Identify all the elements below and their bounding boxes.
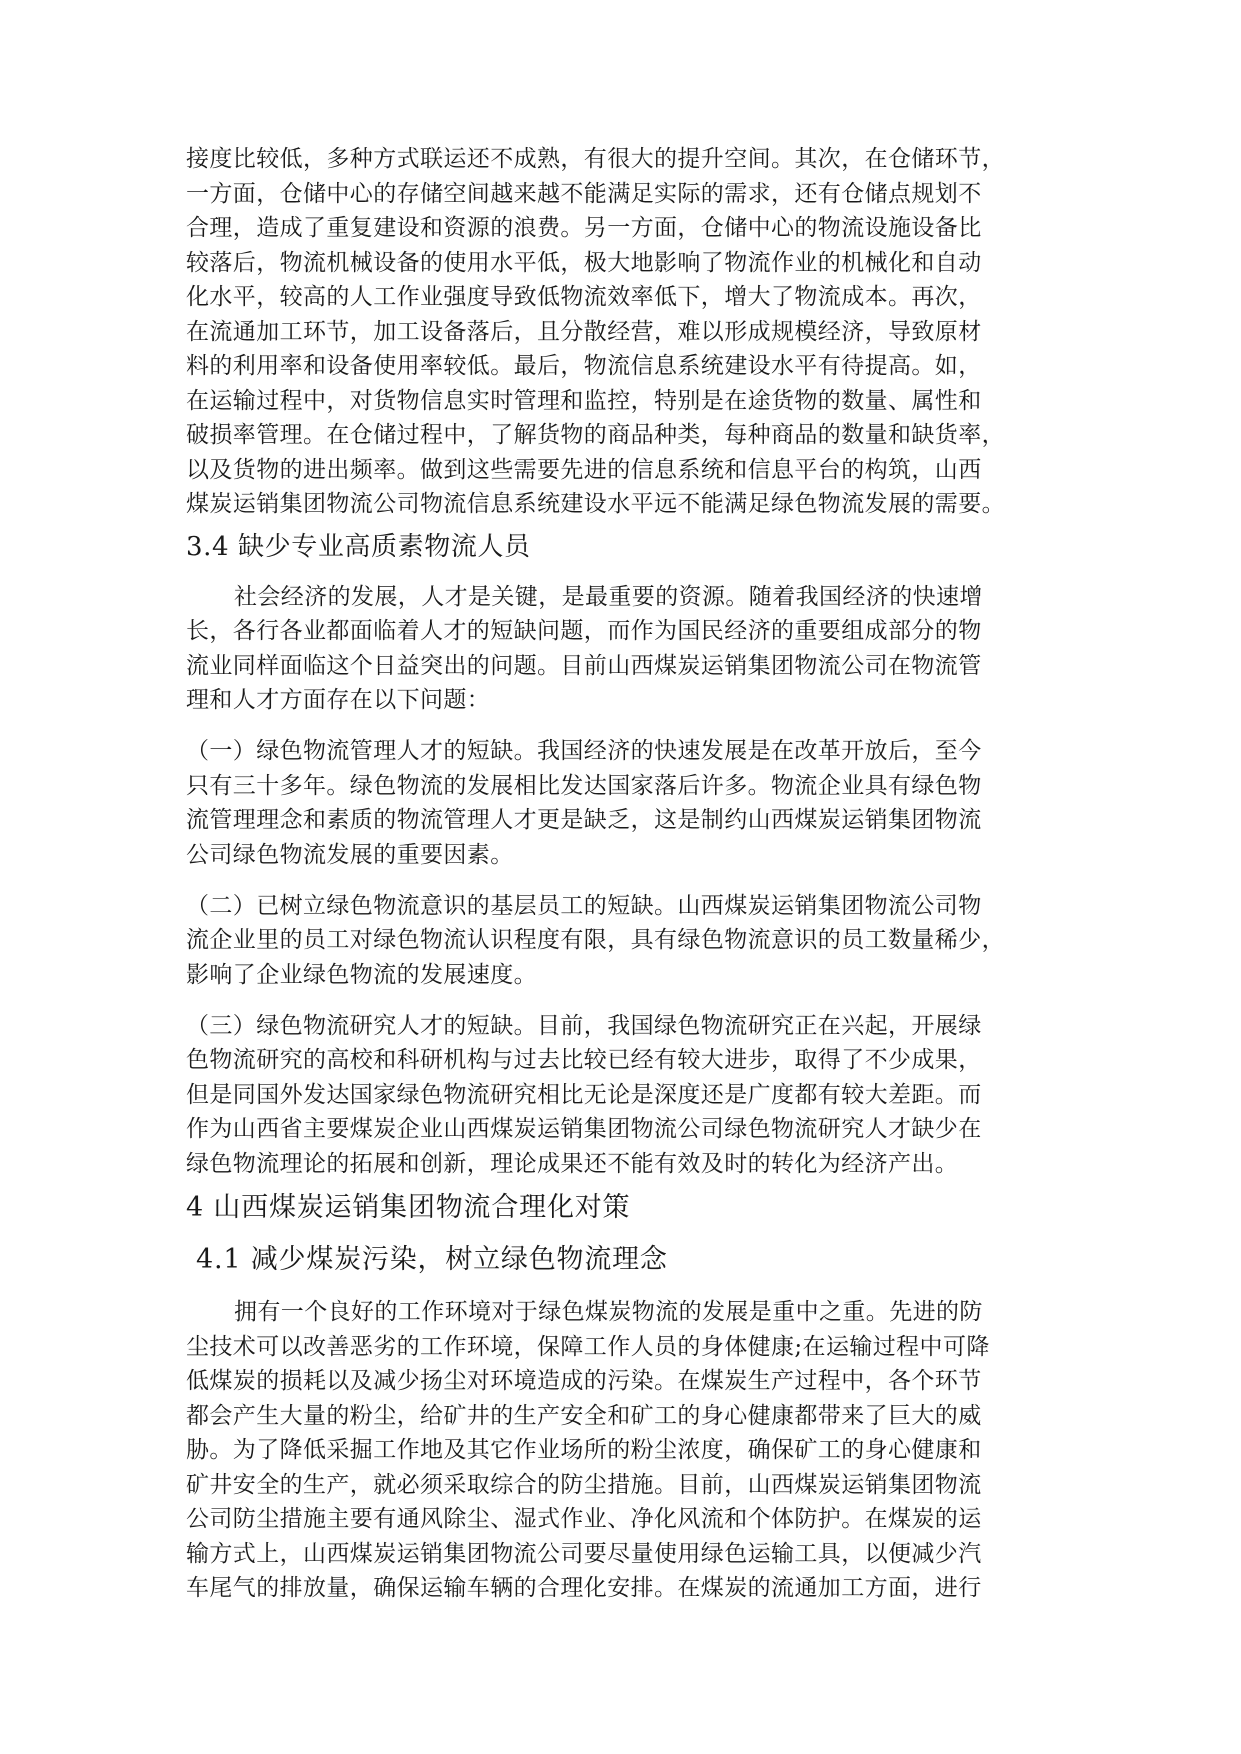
text-line: 社会经济的发展，人才是关键，是最重要的资源。随着我国经济的快速增: [234, 584, 983, 610]
text-line: 长，各行各业都面临着人才的短缺问题，而作为国民经济的重要组成部分的物: [186, 618, 982, 644]
text-line: 理和人才方面存在以下问题：: [186, 687, 491, 713]
section-heading-3-4: 3.4 缺少专业高质素物流人员: [186, 532, 531, 562]
text-line: 在运输过程中，对货物信息实时管理和监控，特别是在途货物的数量、属性和: [186, 388, 982, 414]
text-line: 矿井安全的生产，就必须采取综合的防尘措施。目前，山西煤炭运销集团物流: [186, 1472, 982, 1498]
text-line: 胁。为了降低采掘工作地及其它作业场所的粉尘浓度，确保矿工的身心健康和: [186, 1437, 982, 1463]
text-line: 公司防尘措施主要有通风除尘、湿式作业、净化风流和个体防护。在煤炭的运: [186, 1506, 982, 1532]
text-line: 都会产生大量的粉尘，给矿井的生产安全和矿工的身心健康都带来了巨大的威: [186, 1403, 982, 1429]
text-line: 接度比较低，多种方式联运还不成熟，有很大的提升空间。其次，在仓储环节，: [186, 146, 1005, 172]
text-line: 化水平，较高的人工作业强度导致低物流效率低下，增大了物流成本。再次，: [186, 284, 982, 310]
text-line: 较落后，物流机械设备的使用水平低，极大地影响了物流作业的机械化和自动: [186, 250, 982, 276]
text-line: 绿色物流理论的拓展和创新，理论成果还不能有效及时的转化为经济产出。: [186, 1151, 959, 1177]
text-line: 流业同样面临这个日益突出的问题。目前山西煤炭运销集团物流公司在物流管: [186, 653, 982, 679]
text-line: 拥有一个良好的工作环境对于绿色煤炭物流的发展是重中之重。先进的防: [234, 1299, 983, 1325]
text-line: （二）已树立绿色物流意识的基层员工的短缺。山西煤炭运销集团物流公司物: [186, 893, 982, 919]
chapter-heading-4: 4 山西煤炭运销集团物流合理化对策: [186, 1192, 631, 1223]
section-heading-4-1: 4.1 减少煤炭污染，树立绿色物流理念: [196, 1244, 668, 1275]
text-line: 流企业里的员工对绿色物流认识程度有限，具有绿色物流意识的员工数量稀少，: [186, 927, 1005, 953]
text-line: 低煤炭的损耗以及减少扬尘对环境造成的污染。在煤炭生产过程中，各个环节: [186, 1368, 982, 1394]
text-line: 车尾气的排放量，确保运输车辆的合理化安排。在煤炭的流通加工方面，进行: [186, 1575, 982, 1601]
text-line: 只有三十多年。绿色物流的发展相比发达国家落后许多。物流企业具有绿色物: [186, 773, 982, 799]
text-line: 作为山西省主要煤炭企业山西煤炭运销集团物流公司绿色物流研究人才缺少在: [186, 1116, 982, 1142]
text-line: 尘技术可以改善恶劣的工作环境，保障工作人员的身体健康;在运输过程中可降: [186, 1334, 990, 1360]
text-line: 在流通加工环节，加工设备落后，且分散经营，难以形成规模经济，导致原材: [186, 319, 982, 345]
text-line: 煤炭运销集团物流公司物流信息系统建设水平远不能满足绿色物流发展的需要。: [186, 491, 1005, 517]
text-line: 破损率管理。在仓储过程中，了解货物的商品种类，每种商品的数量和缺货率，: [186, 422, 1005, 448]
text-line: 一方面，仓储中心的存储空间越来越不能满足实际的需求，还有仓储点规划不: [186, 181, 982, 207]
text-line: 料的利用率和设备使用率较低。最后，物流信息系统建设水平有待提高。如，: [186, 353, 982, 379]
text-line: （一）绿色物流管理人才的短缺。我国经济的快速发展是在改革开放后，至今: [186, 738, 982, 764]
text-line: 但是同国外发达国家绿色物流研究相比无论是深度还是广度都有较大差距。而: [186, 1082, 982, 1108]
text-line: 输方式上，山西煤炭运销集团物流公司要尽量使用绿色运输工具，以便减少汽: [186, 1541, 982, 1567]
text-line: 公司绿色物流发展的重要因素。: [186, 842, 514, 868]
text-line: 影响了企业绿色物流的发展速度。: [186, 962, 537, 988]
text-line: 以及货物的进出频率。做到这些需要先进的信息系统和信息平台的构筑，山西: [186, 457, 982, 483]
text-line: （三）绿色物流研究人才的短缺。目前，我国绿色物流研究正在兴起，开展绿: [186, 1013, 982, 1039]
text-line: 流管理理念和素质的物流管理人才更是缺乏，这是制约山西煤炭运销集团物流: [186, 807, 982, 833]
text-line: 合理，造成了重复建设和资源的浪费。另一方面，仓储中心的物流设施设备比: [186, 215, 982, 241]
text-line: 色物流研究的高校和科研机构与过去比较已经有较大进步，取得了不少成果，: [186, 1047, 982, 1073]
